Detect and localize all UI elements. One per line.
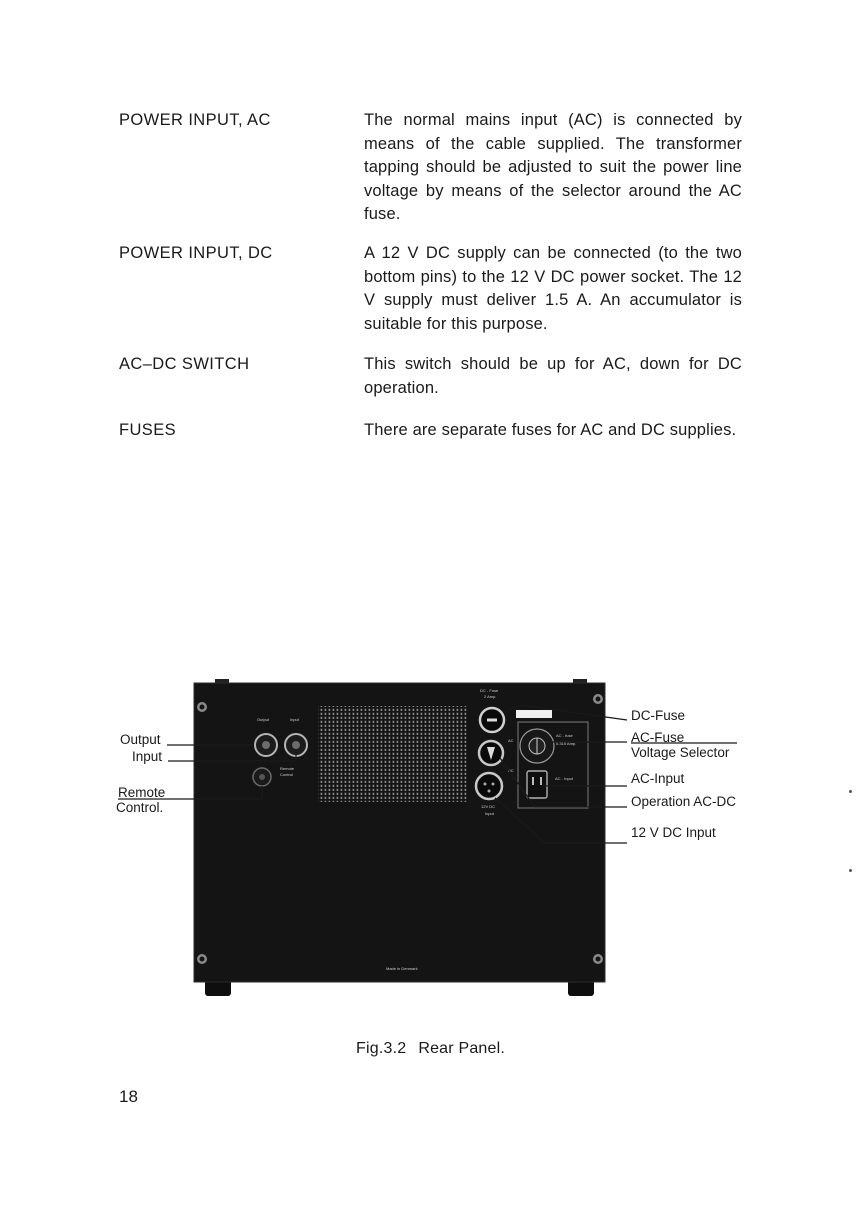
panel-mark-dc-fuse-rating: 2 Amp. (484, 694, 497, 699)
panel-mark-ac-fuse-rating: 0.315 Amp. (556, 741, 577, 746)
callout-dc-input: 12 V DC Input (631, 825, 716, 840)
callout-voltage-selector: Voltage Selector (631, 745, 730, 760)
screw-icon (593, 954, 603, 964)
callout-ac-input: AC-Input (631, 771, 685, 786)
dc-input-socket (476, 773, 502, 799)
callout-output: Output (120, 732, 161, 747)
callout-operation: Operation AC-DC (631, 794, 737, 809)
ac-dc-switch (479, 741, 503, 765)
screw-icon (197, 954, 207, 964)
panel-mark-dc-input: 12V DC (481, 804, 496, 809)
callout-input: Input (132, 749, 163, 764)
label-strip (516, 710, 552, 718)
panel-mark-remote: Remote (280, 766, 295, 771)
screw-icon (197, 702, 207, 712)
panel-mark-input: Input (290, 717, 299, 722)
panel-mark-ac-input: AC - Input (555, 776, 574, 781)
section-description: A 12 V DC supply can be connected (to the two bottom pins) to the 12 V DC power socket. The 12 V supply must deliver 1.5 A. An accumulator is suitable for this purpose. (364, 244, 742, 333)
ac-input-socket (527, 771, 547, 798)
panel-mark-dc-input-sub: Input (485, 811, 494, 816)
section-description: The normal mains input (AC) is connected by means of the cable supplied. The transformer tapping should be adjusted to suit the power line voltage by means of the selector around the AC fuse. (364, 111, 742, 223)
panel-mark-ac: AC (508, 738, 514, 743)
ventilation-grill (318, 706, 468, 802)
panel-mark-output: Output (257, 717, 270, 722)
panel-mark-ac-fuse: AC - fuse (556, 733, 573, 738)
figure-title: Rear Panel. (418, 1040, 506, 1057)
figure-caption (356, 1040, 505, 1058)
section-description: There are separate fuses for AC and DC supplies. (364, 421, 737, 439)
section-description: This switch should be up for AC, down for DC operation. (364, 355, 742, 397)
panel-mark-dc-fuse: DC - Fuse (480, 688, 499, 693)
page-number: 18 (119, 1087, 138, 1106)
section-term: AC–DC SWITCH (119, 355, 250, 373)
figure-number: Fig.3.2 (356, 1040, 407, 1057)
remote-control-socket (253, 768, 271, 786)
callout-control: Control. (116, 800, 164, 815)
panel-mark-dc: DC (508, 768, 514, 773)
output-socket (255, 734, 277, 756)
section-term: POWER INPUT, AC (119, 111, 271, 129)
section-term: FUSES (119, 421, 177, 439)
dc-fuse-holder (480, 708, 504, 732)
section-term: POWER INPUT, DC (119, 244, 273, 262)
scan-speck (849, 790, 852, 793)
rear-panel-figure (0, 660, 864, 1040)
panel-mark-control: Control (280, 772, 293, 777)
callout-ac-fuse: AC-Fuse (631, 730, 685, 745)
screw-icon (593, 694, 603, 704)
scan-speck (849, 869, 852, 872)
callout-remote: Remote (118, 785, 166, 800)
panel-mark-made-in: Made in Denmark (386, 966, 418, 971)
callout-dc-fuse: DC-Fuse (631, 708, 686, 723)
